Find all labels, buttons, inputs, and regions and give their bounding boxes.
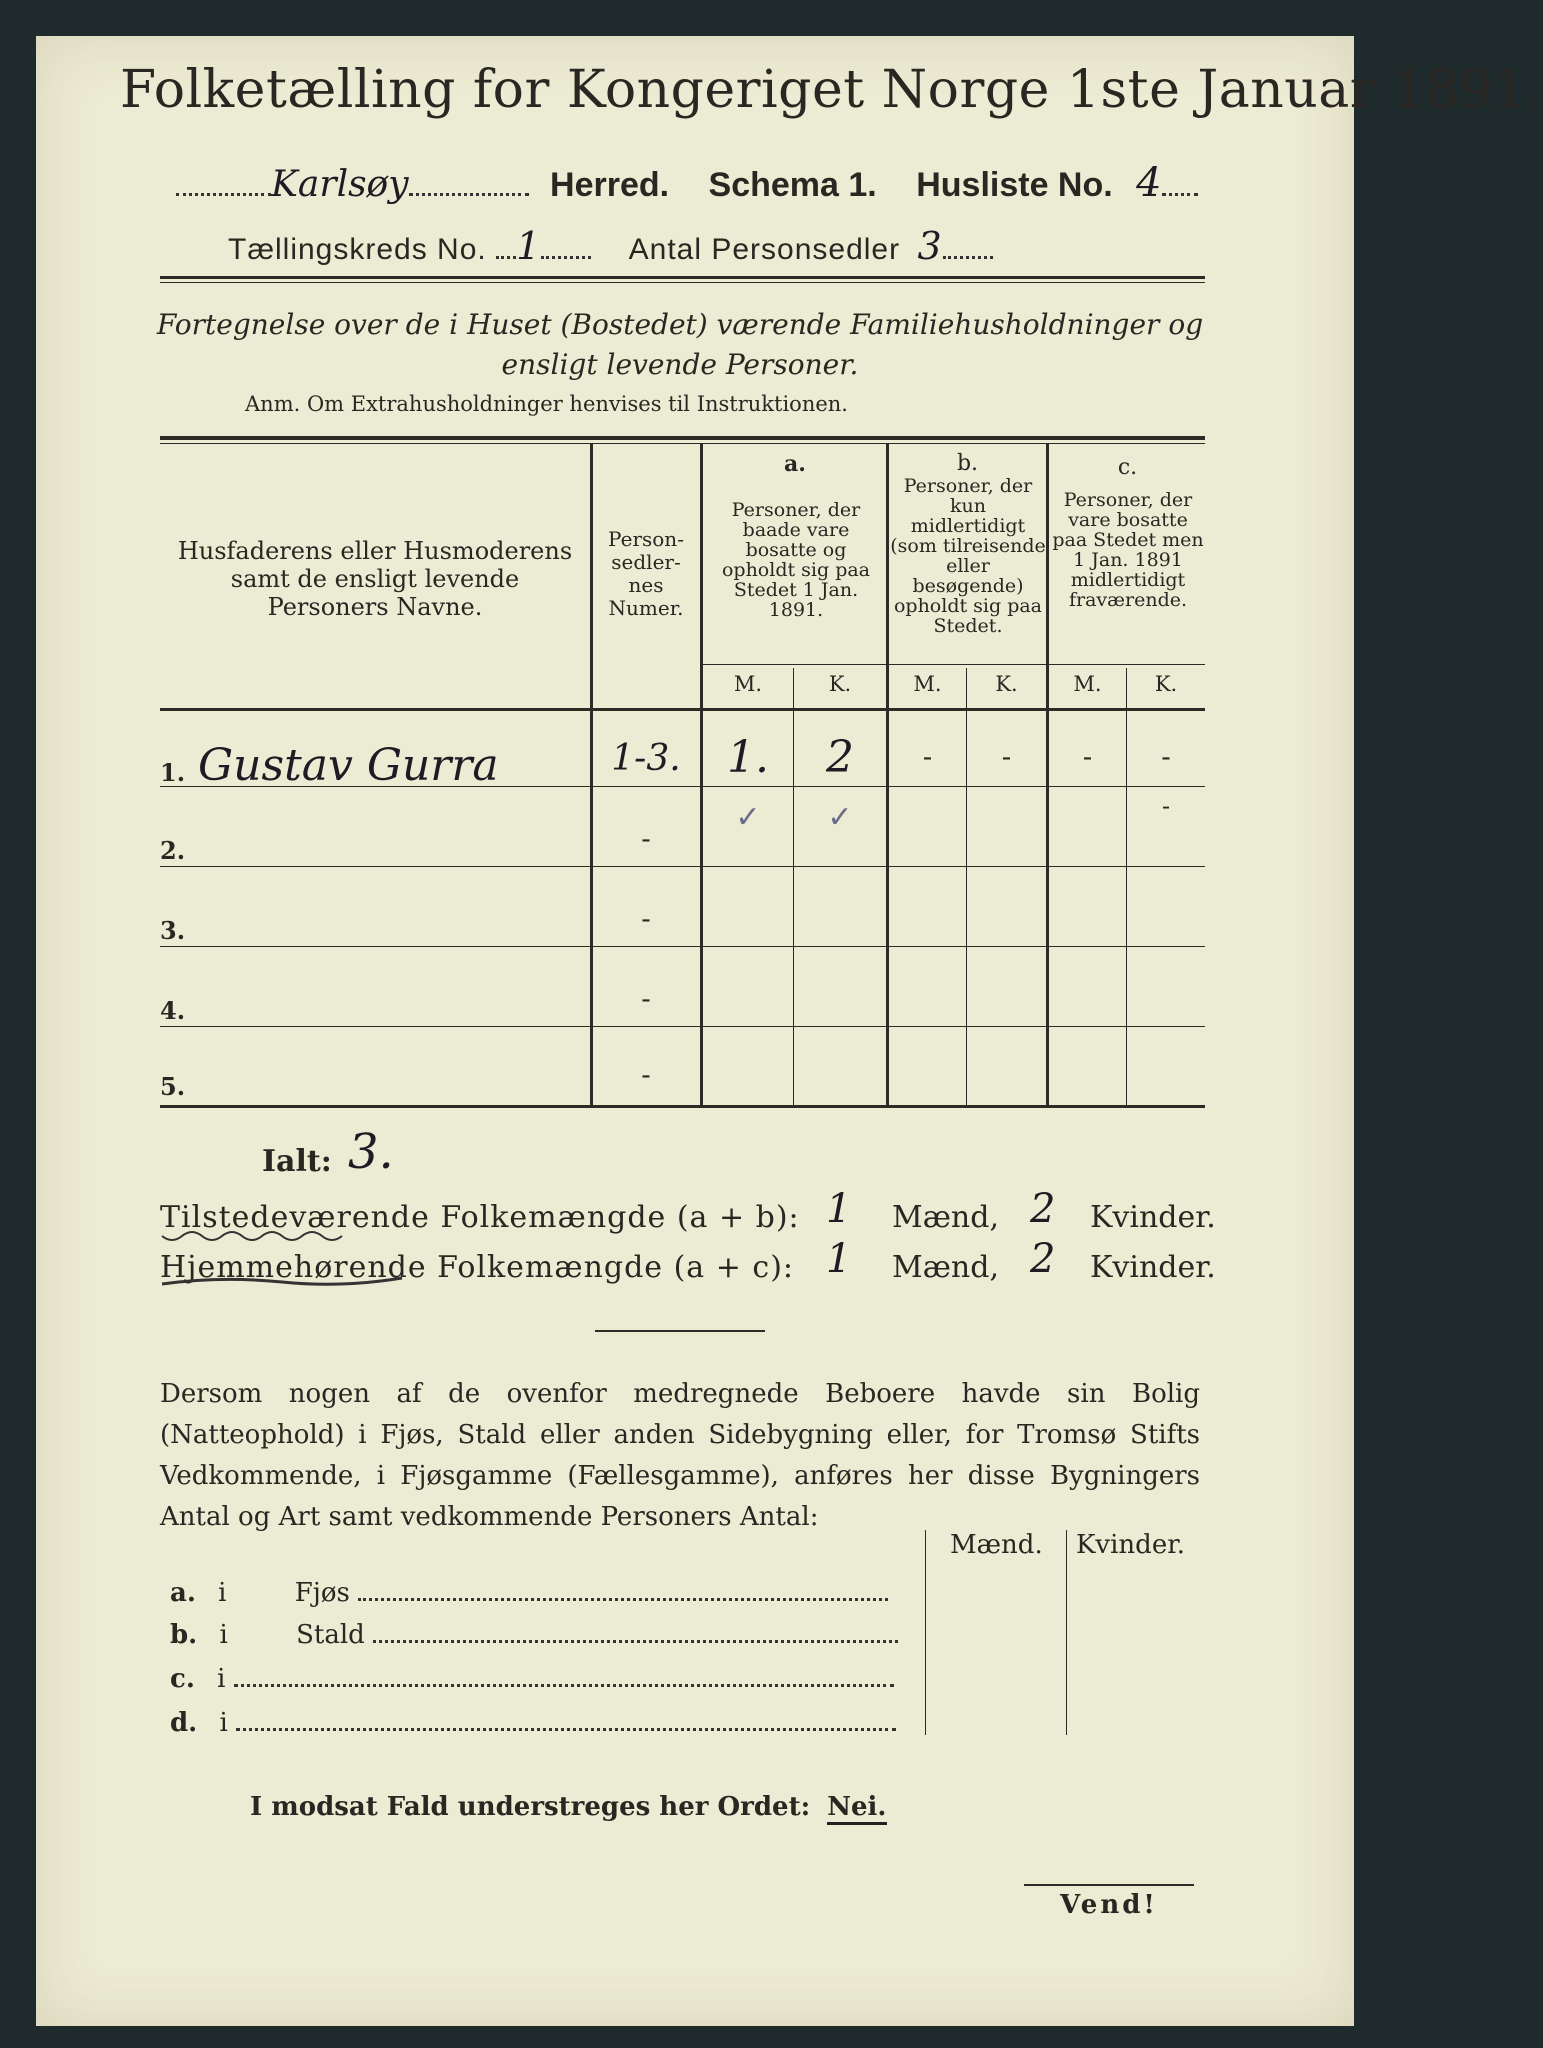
building-item-c	[170, 1664, 910, 1694]
herred-value: Karlsøy	[271, 164, 409, 205]
header-rule-thin	[160, 282, 1205, 283]
col-b-k-label: K.	[995, 672, 1018, 696]
row-number: 2.	[160, 836, 186, 865]
item-letter: a.	[170, 1578, 196, 1608]
tilst-k: 2	[1030, 1186, 1056, 1232]
schema-label: Schema 1.	[708, 166, 877, 204]
row-rule	[160, 1026, 1205, 1027]
col-divider	[1046, 443, 1049, 1105]
modsat-text: I modsat Fald understreges her Ordet:	[250, 1792, 811, 1822]
mk-rule	[703, 664, 1205, 665]
col-nummer-header: Person-sedler-nes Numer.	[608, 527, 684, 620]
row-rule	[160, 866, 1205, 867]
tilst-label: Tilstedeværende Folkemængde (a + b):	[160, 1200, 800, 1235]
item-prefix: i	[219, 1708, 228, 1738]
herred-line	[176, 160, 1198, 206]
col-a-m-label: M.	[733, 672, 763, 696]
item-label: Fjøs	[294, 1578, 350, 1608]
sub-col-divider	[1126, 668, 1127, 1105]
item-letter: b.	[170, 1620, 198, 1650]
table-top-rule	[160, 436, 1205, 440]
tilst-kvinder-label: Kvinder.	[1090, 1200, 1216, 1235]
section-divider	[595, 1330, 765, 1332]
row-nummer: -	[641, 902, 651, 935]
husliste-value: 4	[1136, 160, 1162, 206]
col-c-k-label: K.	[1154, 672, 1178, 696]
cell-c-k: -	[1161, 740, 1171, 773]
cell-c-m: -	[1082, 740, 1093, 773]
form-title: Folketælling for Kongeriget Norge 1ste Januar 1891.	[120, 60, 1543, 120]
row-nummer: 1-3.	[611, 738, 681, 779]
row-nummer: -	[641, 822, 651, 855]
cell-a-k: ✓	[827, 800, 853, 835]
building-col-divider	[925, 1530, 926, 1735]
cell-a-m: ✓	[735, 800, 761, 835]
hjem-kvinder-label: Kvinder.	[1090, 1250, 1216, 1285]
row-name: Gustav Gurra	[198, 740, 499, 791]
tilst-maend-label: Mænd,	[892, 1200, 999, 1235]
col-b-m-label: M.	[913, 672, 942, 696]
item-label: Stald	[296, 1620, 365, 1650]
row-rule	[160, 946, 1205, 947]
hjem-m: 1	[826, 1236, 852, 1282]
row-number: 3.	[160, 916, 186, 945]
cell-a-m: 1.	[727, 732, 769, 783]
antal-value: 3	[917, 224, 943, 268]
hjem-k: 2	[1030, 1236, 1056, 1282]
row-number: 1.	[160, 758, 186, 787]
husliste-label: Husliste No.	[916, 166, 1113, 204]
row-nummer: -	[641, 982, 651, 1015]
building-paragraph: Dersom nogen af de ovenfor medregnede Beboere havde sin Bolig (Natteophold) i Fjøs, Stald eller anden Sidebygning eller, for Tromsø Stifts Vedkommende, i Fjøsgamme (Fællesgamme), anføres her disse Bygningers Antal og Art samt vedkommende Personers Antal:	[160, 1379, 1200, 1532]
antal-label: Antal Personsedler	[628, 233, 901, 266]
col-c-letter: c.	[1117, 455, 1138, 480]
col-divider	[886, 443, 889, 1105]
building-item-b	[170, 1620, 910, 1650]
form-description: Fortegnelse over de i Huset (Bostedet) værende Familiehusholdninger og ensligt levende Personer.	[156, 308, 1204, 381]
herred-label: Herred.	[550, 166, 670, 204]
col-names-header: Husfaderens eller Husmoderens samt de ensligt levende Personers Navne.	[177, 537, 573, 621]
cell-c-k: -	[1161, 792, 1171, 820]
item-letter: c.	[170, 1664, 195, 1694]
row-number: 5.	[160, 1072, 186, 1101]
sub-col-divider	[966, 668, 967, 1105]
kreds-value: 1	[516, 224, 542, 268]
col-b-header: Personer, der kun midlertidigt (som tilreisende eller besøgende) opholdt sig paa Stedet.	[890, 475, 1046, 637]
building-item-d	[170, 1708, 910, 1738]
building-col-divider	[1066, 1530, 1067, 1735]
modsat-line	[250, 1792, 887, 1822]
header-rule	[160, 276, 1205, 279]
row-number: 4.	[160, 996, 186, 1025]
col-a-letter: a.	[784, 451, 806, 477]
item-prefix: i	[218, 1578, 227, 1608]
ialt-label: Ialt:	[262, 1144, 332, 1179]
building-item-a	[170, 1578, 910, 1608]
ialt-value: 3.	[348, 1124, 394, 1180]
kreds-label: Tællingskreds No.	[228, 233, 487, 266]
building-maend-header: Mænd.	[950, 1530, 1043, 1560]
annotation-note: Anm. Om Extrahusholdninger henvises til Instruktionen.	[245, 392, 848, 416]
col-c-header: Personer, der vare bosatte paa Stedet men 1 Jan. 1891 midlertidigt fraværende.	[1052, 489, 1204, 611]
cell-b-k: -	[1001, 740, 1012, 773]
vend-rule	[1024, 1884, 1194, 1886]
hjem-label: Hjemmehørende Folkemængde (a + c):	[160, 1250, 794, 1285]
handwritten-underline	[160, 1228, 460, 1288]
cell-a-k: 2	[826, 732, 854, 783]
hjem-maend-label: Mænd,	[892, 1250, 999, 1285]
vend-label: Vend!	[1060, 1890, 1158, 1920]
col-c-m-label: M.	[1073, 672, 1102, 696]
table-bottom-rule	[160, 1105, 1205, 1108]
item-prefix: i	[217, 1664, 226, 1694]
cell-b-m: -	[922, 740, 933, 773]
tilst-m: 1	[826, 1186, 852, 1232]
nei-word: Nei.	[827, 1792, 886, 1825]
col-divider	[590, 443, 593, 1105]
kreds-line	[228, 224, 993, 268]
row-nummer: -	[641, 1058, 651, 1091]
col-a-header: Personer, der baade vare bosatte og opholdt sig paa Stedet 1 Jan. 1891.	[721, 499, 871, 621]
col-b-letter: b.	[956, 451, 979, 476]
col-a-k-label: K.	[828, 672, 852, 696]
item-letter: d.	[170, 1708, 198, 1738]
building-kvinder-header: Kvinder.	[1076, 1530, 1186, 1560]
item-prefix: i	[219, 1620, 228, 1650]
